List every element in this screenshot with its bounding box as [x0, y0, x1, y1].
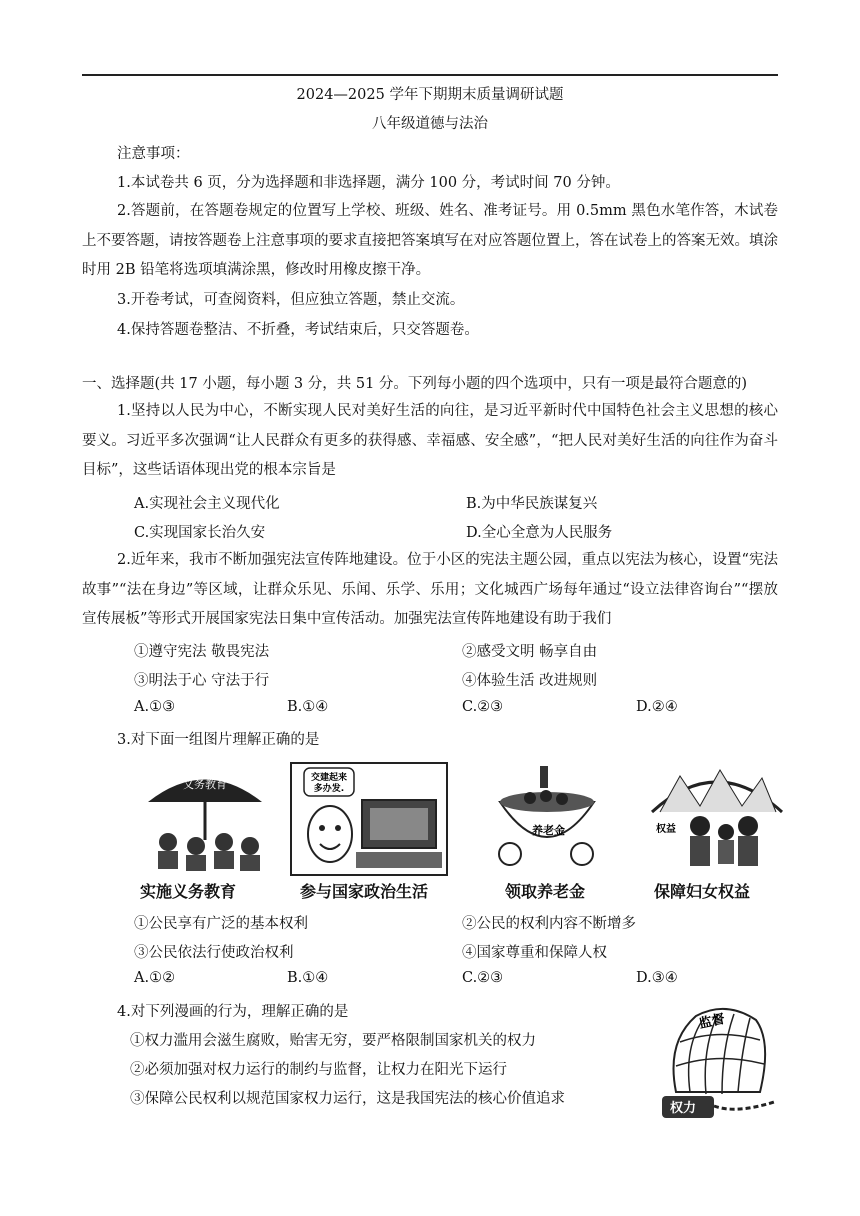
picture-3-label: 养老金 — [532, 824, 565, 837]
notice-item-4: 4.保持答题卷整洁、不折叠，考试结束后，只交答题卷。 — [117, 322, 479, 338]
notice-item-2: 2.答题前，在答题卷规定的位置写上学校、班级、姓名、准考证号。用 0.5mm 黑色水笔作答，木试卷上不要答题，请按答题卷上注意事项的要求直接把答案填写在对应答题位置上，答在试卷上的答案无效。填涂时用 2B 铅笔将选项填满涂黑，修改时用橡皮擦干净。 — [82, 203, 778, 278]
q2-statement-2: ②感受文明 畅享自由 — [462, 644, 598, 660]
q3-statement-1: ①公民享有广泛的基本权利 — [134, 916, 308, 932]
cartoon-label-power: 权力 — [670, 1101, 697, 1116]
q2-statement-3: ③明法于心 守法于行 — [134, 673, 270, 689]
q4-stem: 4.对下列漫画的行为，理解正确的是 — [117, 1004, 349, 1020]
q1-option-d[interactable]: D.全心全意为人民服务 — [466, 525, 613, 541]
q1-stem: 1.坚持以人民为中心，不断实现人民对美好生活的向往，是习近平新时代中国特色社会主义思想的核心要义。习近平多次强调“让人民群众有更多的获得感、幸福感、安全感”，“把人民对美好生活的向往作为奋斗目标”，这些话语体现出党的根本宗旨是 — [82, 403, 778, 478]
q2-option-b[interactable]: B.①④ — [287, 699, 329, 715]
picture-pension — [482, 762, 612, 876]
q1-option-a[interactable]: A.实现社会主义现代化 — [134, 496, 280, 512]
q2-stem: 2.近年来，我市不断加强宪法宣传阵地建设。位于小区的宪法主题公园，重点以宪法为核心，设置“宪法故事”“法在身边”等区域，让群众乐见、乐闻、乐学、乐用；文化城西广场每年通过“设立法律咨询台”“摆放宣传展板”等形式开展国家宪法日集中宣传活动。加强宪法宣传阵地建设有助于我们 — [82, 552, 778, 627]
q4-statement-2: ②必须加强对权力运行的制约与监督，让权力在阳光下运行 — [130, 1062, 507, 1078]
cartoon-power-cage — [656, 1002, 780, 1126]
q2-option-c[interactable]: C.②③ — [462, 699, 504, 715]
cartoon-label-supervision: 监督 — [697, 1011, 727, 1032]
q2-statement-1: ①遵守宪法 敬畏宪法 — [134, 644, 270, 660]
picture-4-label: 权益 — [656, 824, 676, 835]
q3-option-a[interactable]: A.①② — [134, 970, 176, 986]
caption-compulsory-education: 实施义务教育 — [140, 882, 237, 901]
q3-option-d[interactable]: D.③④ — [636, 970, 678, 986]
picture-political-participation — [290, 762, 448, 876]
top-rule — [82, 74, 778, 76]
q4-statement-1: ①权力滥用会滋生腐败，贻害无穷，要严格限制国家机关的权力 — [130, 1033, 536, 1049]
notice-item-1: 1.本试卷共 6 页，分为选择题和非选择题，满分 100 分，考试时间 70 分钟。 — [117, 175, 620, 191]
notice-heading: 注意事项： — [117, 146, 190, 162]
q1-option-c[interactable]: C.实现国家长治久安 — [134, 525, 266, 541]
q3-statement-3: ③公民依法行使政治权利 — [134, 945, 294, 961]
q3-statement-4: ④国家尊重和保障人权 — [462, 945, 607, 961]
caption-political-participation: 参与国家政治生活 — [300, 882, 429, 901]
caption-pension: 领取养老金 — [505, 882, 586, 901]
q3-option-b[interactable]: B.①④ — [287, 970, 329, 986]
q4-statement-3: ③保障公民权利以规范国家权力运行，这是我国宪法的核心价值追求 — [130, 1091, 565, 1107]
picture-womens-rights — [650, 762, 784, 876]
exam-title: 2024—2025 学年下期期末质量调研试题 — [296, 87, 564, 103]
q2-option-d[interactable]: D.②④ — [636, 699, 678, 715]
q3-stem: 3.对下面一组图片理解正确的是 — [117, 732, 320, 748]
q3-statement-2: ②公民的权利内容不断增多 — [462, 916, 636, 932]
caption-womens-rights: 保障妇女权益 — [654, 882, 751, 901]
picture-compulsory-education — [138, 762, 272, 876]
q2-option-a[interactable]: A.①③ — [134, 699, 176, 715]
picture-1-label: 义务教育 — [183, 778, 227, 791]
q2-statement-4: ④体验生活 改进规则 — [462, 673, 598, 689]
notice-item-3: 3.开卷考试，可查阅资料，但应独立答题，禁止交流。 — [117, 292, 465, 308]
section-heading: 一、选择题(共 17 小题，每小题 3 分，共 51 分。下列每小题的四个选项中，只有一项是最符合题意的) — [82, 376, 748, 392]
q3-option-c[interactable]: C.②③ — [462, 970, 504, 986]
q1-option-b[interactable]: B.为中华民族谋复兴 — [466, 496, 598, 512]
picture-2-bubble: 交建起来多办发. — [310, 773, 348, 794]
exam-subtitle: 八年级道德与法治 — [372, 116, 488, 132]
